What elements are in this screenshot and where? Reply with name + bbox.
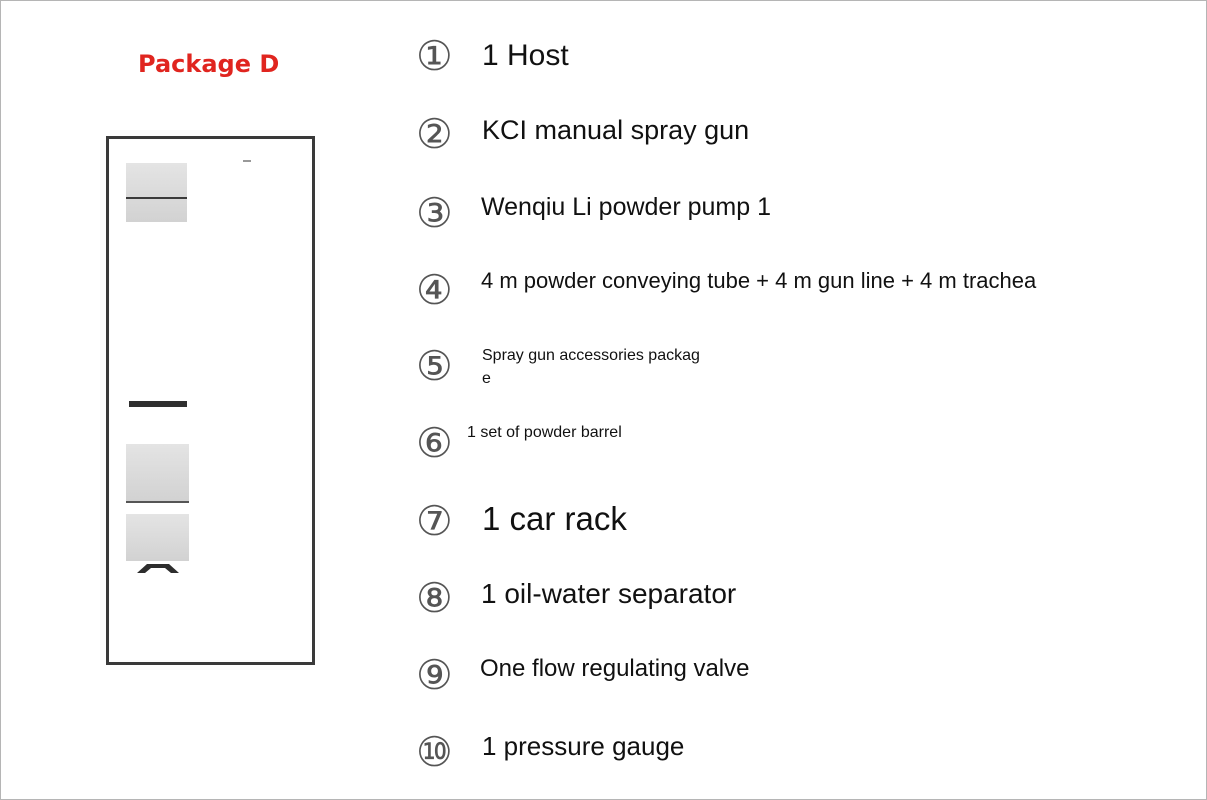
spray-gun-thumbnail — [129, 401, 187, 407]
item-label-10: 1 pressure gauge — [482, 731, 685, 761]
host-thumbnail — [126, 163, 187, 222]
item-label-6: 1 set of powder barrel — [467, 424, 622, 441]
item-number-9: ⑨ — [416, 651, 453, 699]
item-number-4: ④ — [416, 266, 453, 314]
car-rack-stand-icon — [135, 561, 181, 575]
car-rack-thumbnail — [126, 514, 189, 561]
item-label-3: Wenqiu Li powder pump 1 — [481, 193, 771, 221]
image-speck — [243, 160, 251, 162]
powder-barrel-thumbnail — [126, 444, 189, 503]
item-label-2: KCI manual spray gun — [482, 115, 750, 145]
item-number-1: ① — [416, 32, 453, 80]
item-number-3: ③ — [416, 189, 453, 237]
item-number-7: ⑦ — [416, 497, 453, 545]
item-label-7: 1 car rack — [482, 500, 627, 537]
item-label-8: 1 oil-water separator — [481, 578, 737, 609]
package-title: Package D — [138, 50, 280, 78]
item-number-5: ⑤ — [416, 342, 453, 390]
item-label-4: 4 m powder conveying tube + 4 m gun line + 4 m trachea — [481, 268, 1037, 293]
item-number-8: ⑧ — [416, 574, 453, 622]
item-number-10: ⑩ — [416, 728, 453, 776]
item-number-6: ⑥ — [416, 419, 453, 467]
item-label-5-continued: e — [482, 370, 491, 387]
item-label-1: 1 Host — [482, 39, 569, 72]
item-number-2: ② — [416, 110, 453, 158]
item-label-9: One flow regulating valve — [480, 655, 750, 682]
item-label-5: Spray gun accessories packag — [482, 347, 700, 364]
product-image-panel — [106, 136, 315, 665]
thumbnail-divider — [126, 197, 187, 199]
